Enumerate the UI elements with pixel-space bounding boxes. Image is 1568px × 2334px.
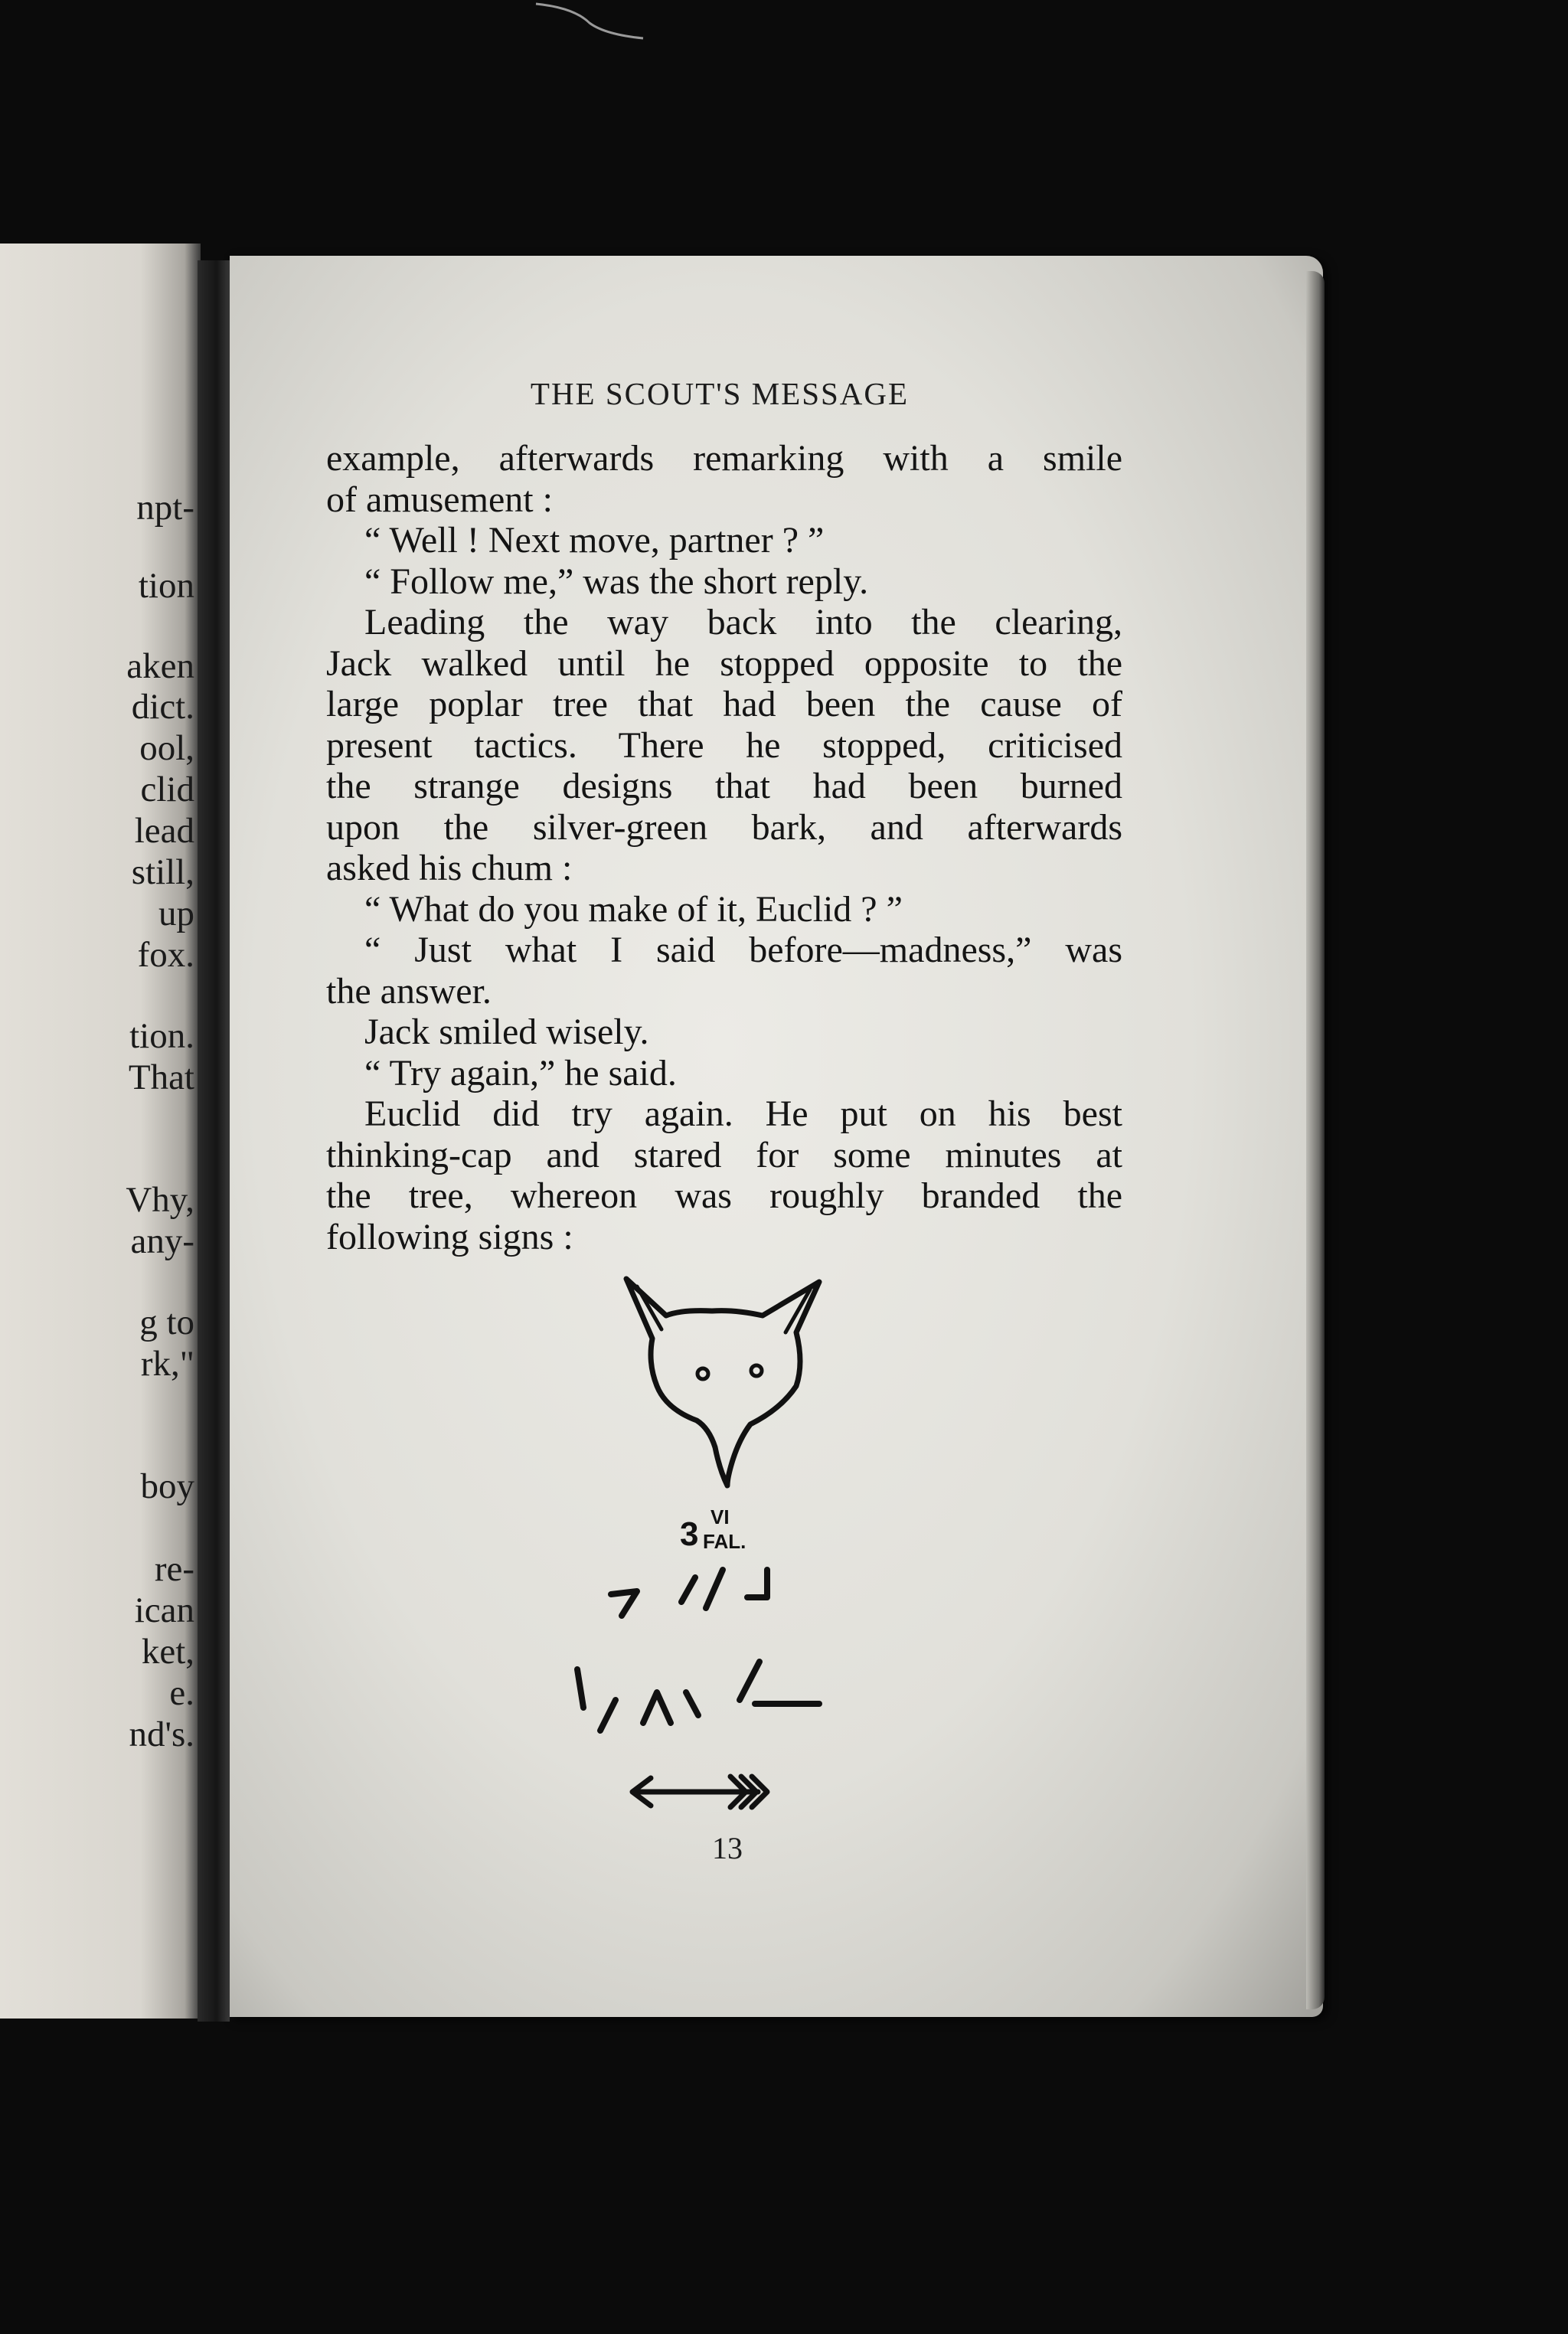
left-fragment: ool, — [139, 728, 194, 768]
text-line: of amusement : — [326, 479, 553, 520]
left-fragment: ican — [134, 1590, 194, 1630]
left-fragment: any- — [130, 1221, 194, 1261]
text-line: Jack smiled wisely. — [364, 1012, 649, 1052]
left-fragment: dict. — [131, 687, 194, 727]
text-line: the strange designs that had been burned — [326, 766, 1122, 806]
page-number: 13 — [712, 1831, 743, 1865]
figure-label-top: VI — [710, 1505, 730, 1528]
left-page — [0, 244, 201, 2019]
tree-signs-illustration — [567, 1256, 873, 1838]
left-fragment: lead — [134, 811, 194, 851]
left-fragment: rk," — [140, 1344, 194, 1384]
left-fragment: Vhy, — [126, 1180, 194, 1220]
text-line: upon the silver-green bark, and afterwards — [326, 806, 1122, 848]
left-fragment: still, — [131, 852, 194, 892]
stray-hair-mark — [528, 0, 651, 46]
trail-signs — [577, 1570, 819, 1731]
text-line: example, afterwards remarking with a smile — [326, 438, 1122, 479]
fox-head-icon — [626, 1279, 819, 1486]
figure-label-bottom: FAL. — [703, 1530, 746, 1553]
text-line: following signs : — [326, 1216, 573, 1257]
left-fragment: ket, — [141, 1632, 194, 1672]
left-fragment: g to — [139, 1303, 194, 1342]
left-fragment: boy — [140, 1466, 194, 1506]
left-fragment: clid — [140, 770, 194, 809]
text-line: present tactics. There he stopped, criticised — [326, 724, 1122, 766]
text-line: “ Well ! Next move, partner ? ” — [364, 520, 825, 561]
running-head: THE SCOUT'S MESSAGE — [530, 376, 910, 411]
page-edge — [1306, 271, 1325, 2009]
left-fragment: e. — [169, 1673, 194, 1713]
text-line: “ Try again,” he said. — [364, 1052, 677, 1093]
left-fragment: tion — [138, 566, 194, 606]
text-line: Leading the way back into the clearing, — [364, 602, 1122, 642]
text-line: asked his chum : — [326, 848, 573, 888]
book-spine — [198, 260, 230, 2022]
text-line: Jack walked until he stopped opposite to the — [326, 642, 1122, 684]
left-fragment: nd's. — [129, 1715, 194, 1754]
text-line: “ What do you make of it, Euclid ? ” — [364, 888, 903, 930]
left-fragment: tion. — [129, 1016, 194, 1056]
left-fragment: That — [128, 1057, 194, 1097]
text-line: “ Follow me,” was the short reply. — [364, 561, 869, 602]
text-line: large poplar tree that had been the cause of — [326, 684, 1122, 724]
left-fragment: aken — [126, 646, 194, 686]
left-fragment: npt- — [136, 488, 194, 528]
arrow-left-icon — [632, 1777, 767, 1807]
text-line: the tree, whereon was roughly branded the — [326, 1175, 1122, 1216]
left-fragment: up — [158, 894, 194, 933]
figure-label-number: 3 — [680, 1515, 699, 1553]
body-text — [326, 438, 1122, 1257]
text-line: Euclid did try again. He put on his best — [364, 1093, 1122, 1134]
left-fragment: re- — [154, 1549, 194, 1589]
left-fragment: fox. — [137, 935, 194, 975]
text-line: “ Just what I said before—madness,” was — [364, 930, 1122, 970]
text-line: the answer. — [326, 970, 492, 1012]
text-line: thinking-cap and stared for some minutes at — [326, 1134, 1122, 1175]
